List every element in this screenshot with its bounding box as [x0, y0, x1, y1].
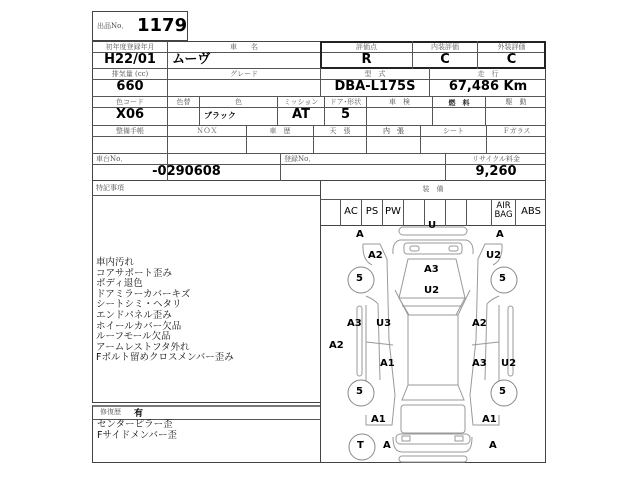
- damage-mark: U2: [486, 250, 502, 261]
- listing-number-label: 出品No．: [97, 22, 129, 30]
- note-item: ルーフモール欠品: [96, 331, 171, 343]
- damage-mark: U: [428, 220, 437, 231]
- score-label: 評価点: [356, 43, 377, 51]
- repair-item: センターピラー歪: [97, 419, 173, 430]
- repair-value: 有: [134, 409, 144, 419]
- doors-value: 5: [340, 107, 351, 122]
- repair-item: Fサイドメンバー歪: [97, 429, 178, 441]
- damage-mark: A3: [424, 264, 439, 275]
- mission-value: AT: [292, 107, 310, 122]
- fuel-label: 燃 料: [448, 98, 470, 107]
- mileage-label: 走 行: [477, 70, 499, 78]
- reg-label: 登録No．: [284, 155, 316, 163]
- damage-mark: A3: [347, 318, 362, 329]
- damage-mark: A: [489, 440, 497, 451]
- interior-grade-label: 内装評価: [431, 43, 459, 51]
- model-value: DBA-L175S: [334, 79, 416, 94]
- note-item: 車内汚れ: [96, 257, 135, 268]
- drive-label: 駆 動: [505, 98, 527, 106]
- spare-tire-mark: T: [357, 440, 364, 451]
- notes-list: [96, 258, 234, 364]
- nox-label: ＮＯＸ: [196, 127, 218, 135]
- note-item: Fボルト留めクロスメンバー歪み: [96, 352, 234, 364]
- equipment-airbag: AIR BAG: [492, 199, 516, 226]
- equipment-pw: PW: [383, 199, 404, 226]
- seat-label: シート: [443, 127, 464, 135]
- damage-mark: A2: [472, 318, 487, 329]
- exterior-grade-label: 外装評価: [497, 43, 526, 51]
- interior-grade-value: C: [440, 52, 450, 67]
- repair-list: [97, 420, 177, 441]
- damage-mark: A: [496, 229, 504, 240]
- recycle-value: 9,260: [475, 164, 517, 179]
- color-code-value: X06: [115, 107, 145, 122]
- score-value: R: [361, 52, 372, 67]
- damage-mark: A: [383, 440, 391, 451]
- damage-mark: A2: [368, 250, 383, 261]
- first-reg-value: H22/01: [104, 52, 156, 67]
- damage-mark: A: [356, 229, 364, 240]
- car-name-value: ムーヴ: [172, 52, 211, 67]
- inspection-label: 車 検: [389, 98, 410, 106]
- damage-mark: U2: [501, 358, 517, 369]
- equipment-cell: [467, 199, 492, 226]
- note-item: ボディ退色: [96, 278, 143, 290]
- tire-rear-right-grade: 5: [499, 386, 506, 397]
- note-item: アームレストフタ外れ: [96, 341, 190, 353]
- chassis-label: 車台No．: [96, 155, 128, 163]
- tire-rear-left-grade: 5: [356, 386, 363, 397]
- notes-label: 特記事項: [96, 184, 124, 192]
- equipment-cell: [446, 199, 467, 226]
- color-value: ブラック: [204, 111, 236, 120]
- model-label: 型 式: [364, 70, 386, 78]
- note-item: コアサポート歪み: [96, 267, 173, 279]
- note-item: シートシミ・ヘタリ: [96, 299, 182, 311]
- equipment-label: 装 備: [422, 185, 444, 193]
- displacement-label: 排気量 (cc): [111, 70, 149, 78]
- repaint-label: 色替: [176, 98, 191, 106]
- listing-number-box: [92, 11, 188, 41]
- damage-mark: A2: [329, 340, 344, 351]
- roof-label: 天 張: [329, 127, 351, 135]
- damage-mark: U2: [424, 285, 440, 296]
- damage-mark: A1: [482, 414, 497, 425]
- color-code-label: 色コード: [116, 98, 144, 106]
- car-name-label: 車 名: [230, 43, 258, 51]
- recycle-label: リサイクル料金: [471, 155, 521, 163]
- note-item: エンドパネル歪み: [96, 309, 172, 321]
- repair-label: 修復歴: [100, 408, 121, 416]
- history-label: 車 歴: [269, 127, 291, 135]
- mileage-value: 67,486 Km: [448, 79, 528, 94]
- chassis-value: -0290608: [152, 164, 221, 179]
- note-item: ドアミラーカバーキズ: [96, 288, 191, 300]
- grade-label: グレード: [230, 70, 258, 78]
- doors-label: ドア･形状: [329, 98, 362, 106]
- car-outline-diagram: [320, 226, 546, 463]
- equipment-abs: ABS: [521, 206, 541, 217]
- maintenance-label: 整備手帳: [116, 127, 144, 135]
- damage-mark: A1: [371, 414, 386, 425]
- equipment-ac: AC: [341, 199, 362, 226]
- damage-mark: U3: [376, 318, 392, 329]
- tire-front-left-grade: 5: [356, 273, 363, 284]
- equipment-ps: PS: [362, 199, 383, 226]
- mission-label: ミッション: [283, 98, 319, 106]
- interior-trim-label: 内 張: [383, 127, 404, 135]
- color-label: 色: [235, 98, 242, 106]
- tire-front-right-grade: 5: [499, 273, 506, 284]
- equipment-cell: [404, 199, 425, 226]
- exterior-grade-value: C: [506, 52, 517, 67]
- note-item: ホイールカバー欠品: [96, 320, 182, 332]
- damage-mark: A1: [380, 358, 395, 369]
- listing-number: 1179: [137, 15, 188, 36]
- fglass-label: Ｆガラス: [502, 127, 531, 135]
- equipment-cell: [320, 199, 341, 226]
- displacement-value: 660: [116, 79, 144, 94]
- first-reg-label: 初年度登録年月: [105, 43, 155, 51]
- damage-mark: A3: [472, 358, 487, 369]
